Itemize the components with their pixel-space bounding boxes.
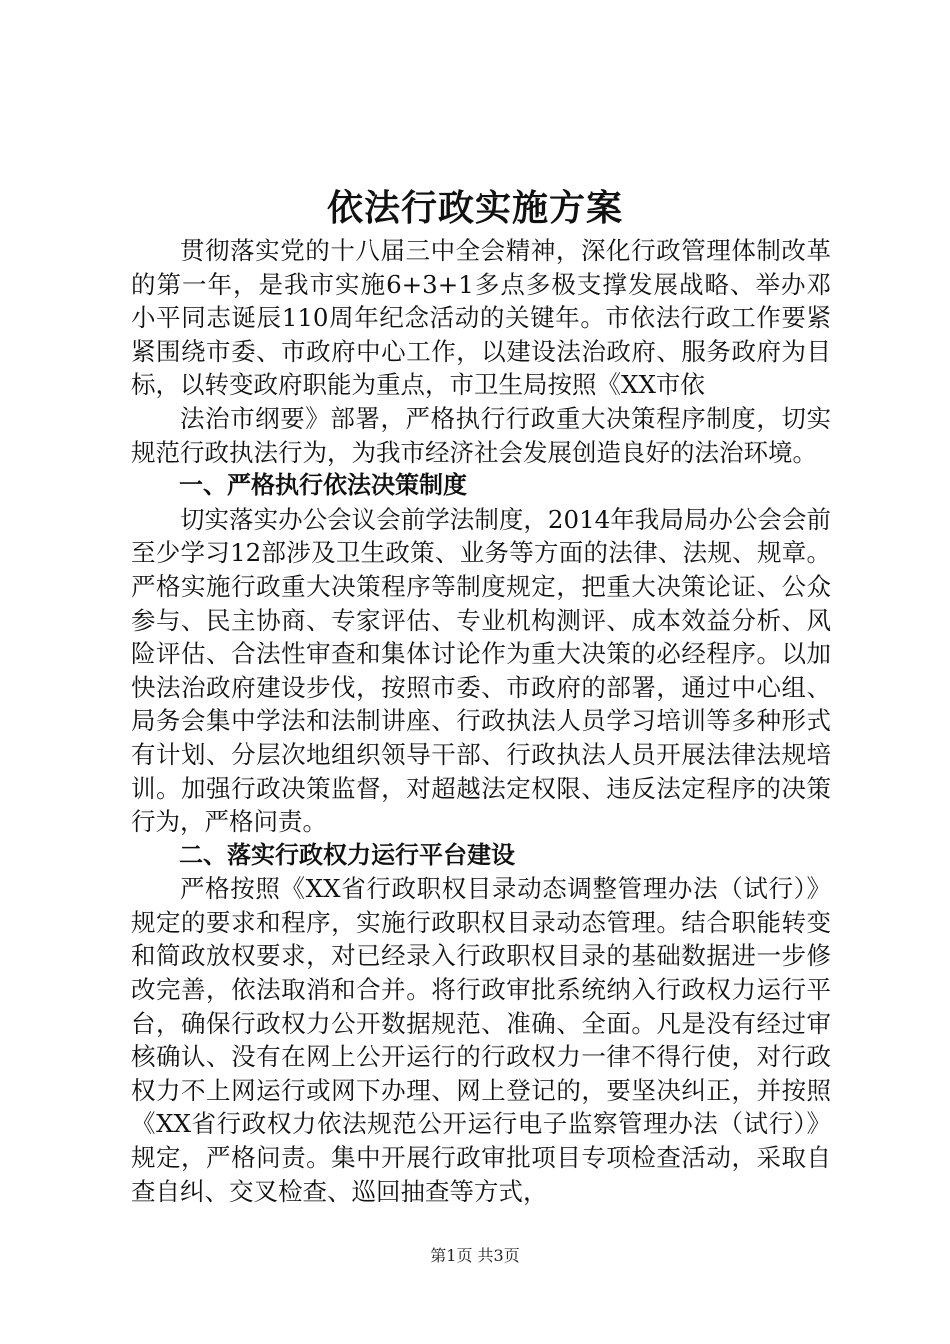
page-title: 依法行政实施方案 [326, 187, 623, 229]
document-body [131, 234, 831, 1208]
page-number-footer: 第1页 共3页 [430, 1246, 520, 1265]
section-1-paragraph: 切实落实办公会议会前学法制度，2014年我局局办公会会前至少学习12部涉及卫生政策、业务等方面的法律、法规、规章。严格实施行政重大决策程序等制度规定，把重大决策论证、公众参与、民主协商、专家评估、专业机构测评、成本效益分析、风险评估、合法性审查和集体讨论作为重大决策的必经程序。以加快法治政府建设步伐，按照市委、市政府的部署，通过中心组、局务会集中学法和法制讲座、行政执法人员学习培训等多种形式有计划、分层次地组织领导干部、行政执法人员开展法律法规培训。加强行政决策监督，对超越法定权限、违反法定程序的决策行为，严格问责。 [131, 504, 831, 837]
section-2-heading: 二、落实行政权力运行平台建设 [179, 840, 515, 869]
intro-paragraph-1: 贯彻落实党的十八届三中全会精神，深化行政管理体制改革的第一年，是我市实施6+3+1多点多极支撑发展战略、举办邓小平同志诞辰110周年纪念活动的关键年。市依法行政工作要紧紧围绕市委、市政府中心工作，以建设法治政府、服务政府为目标，以转变政府职能为重点，市卫生局按照《XX市依 [131, 236, 831, 400]
section-1-heading: 一、严格执行依法决策制度 [179, 471, 467, 500]
intro-paragraph-2: 法治市纲要》部署，严格执行行政重大决策程序制度，切实规范行政执法行为，为我市经济社会发展创造良好的法治环境。 [131, 403, 831, 467]
section-2-paragraph: 严格按照《XX省行政职权目录动态调整管理办法（试行）》规定的要求和程序，实施行政职权目录动态管理。结合职能转变和简政放权要求，对已经录入行政职权目录的基础数据进一步修改完善，依法取消和合并。将行政审批系统纳入行政权力运行平台，确保行政权力公开数据规范、准确、全面。凡是没有经过审核确认、没有在网上公开运行的行政权力一律不得行使，对行政权力不上网运行或网下办理、网上登记的，要坚决纠正，并按照《XX省行政权力依法规范公开运行电子监察管理办法（试行）》规定，严格问责。集中开展行政审批项目专项检查活动，采取自查自纠、交叉检查、巡回抽查等方式， [131, 874, 831, 1206]
